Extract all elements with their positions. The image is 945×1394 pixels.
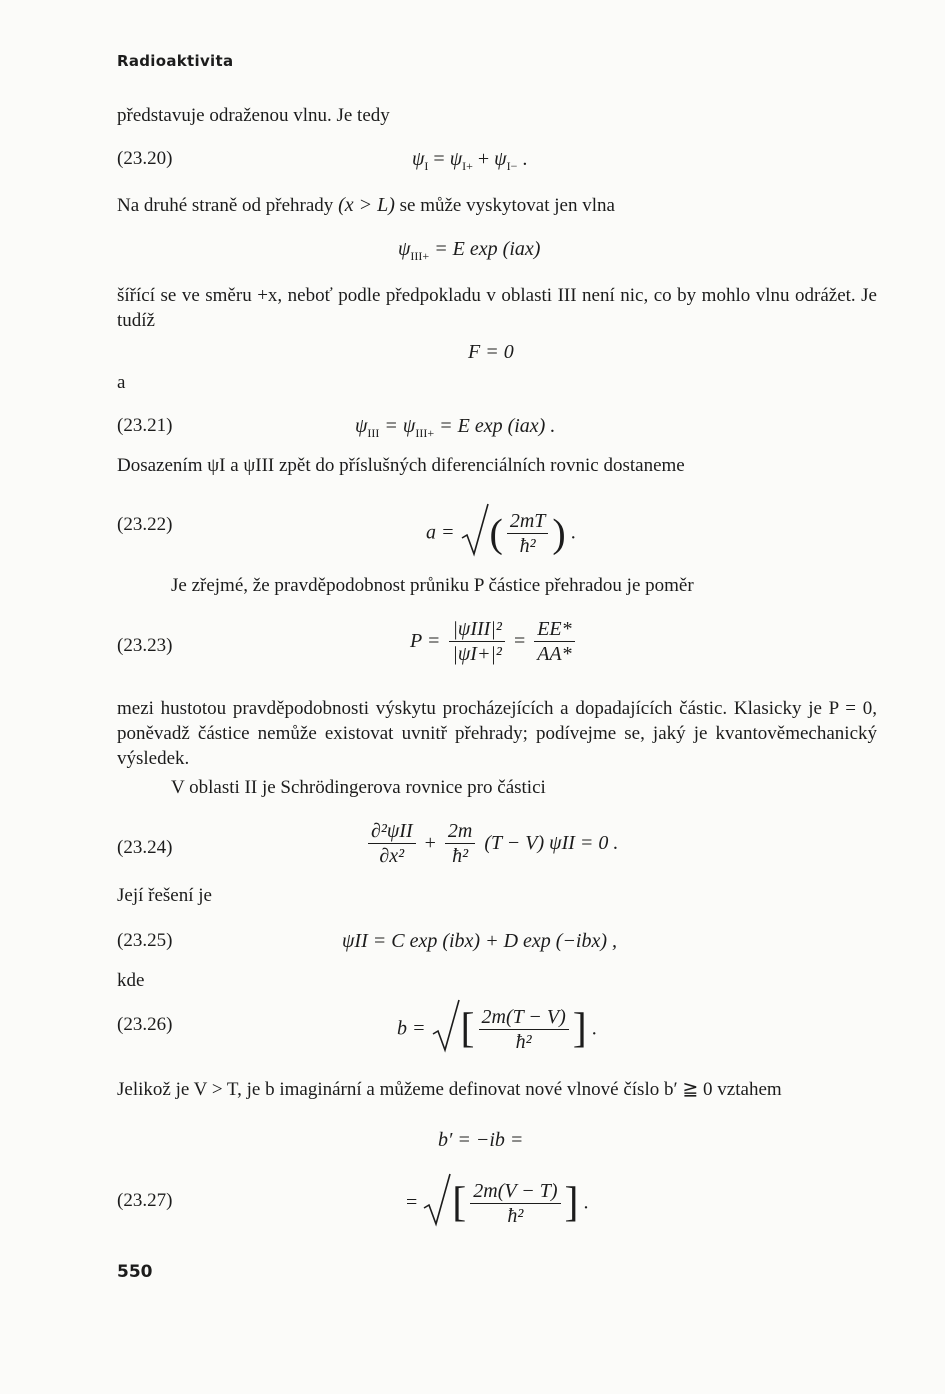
paragraph-1: představuje odraženou vlnu. Je tedy	[117, 105, 390, 126]
equation-23-24: $\frac{\text{∂²ψII}}{\text{∂x²}}$ + $\frac{2m}{\text{ħ²}}$ (T − V) ψII = 0 .	[364, 820, 618, 867]
paragraph-10: kde	[117, 970, 145, 991]
square-root-icon	[431, 998, 461, 1060]
equation-label-23-24: (23.24)	[117, 837, 173, 858]
paragraph-3: šířící se ve směru +x, neboť podle předpokladu v oblasti III není nic, co by mohlo vlnu odrážet. Je tudíž	[117, 285, 877, 331]
paragraph-6: Je zřejmé, že pravděpodobnost průniku P částice přehradou je poměr	[171, 575, 694, 596]
equation-label-23-22: (23.22)	[117, 514, 173, 535]
equation-b-prime: b′ = −ib =	[438, 1129, 524, 1151]
equation-23-20: $\psi_I = \psi_{I+} + \psi_{I-}$ .	[412, 148, 528, 173]
equation-23-27: = [ $\frac{2m(V - T)}{\text{ħ²}}$ ] .	[406, 1172, 589, 1234]
paragraph-4: a	[117, 372, 126, 393]
equation-label-23-27: (23.27)	[117, 1190, 173, 1211]
equation-label-23-25: (23.25)	[117, 930, 173, 951]
equation-label-23-20: (23.20)	[117, 148, 173, 169]
paragraph-5: Dosazením ψI a ψIII zpět do příslušných diferenciálních rovnic dostaneme	[117, 455, 685, 476]
equation-label-23-26: (23.26)	[117, 1014, 173, 1035]
square-root-icon	[422, 1172, 452, 1234]
equation-23-22: a = ( $\frac{2mT}{\text{ħ²}}$ ) .	[426, 502, 576, 564]
equation-23-23: P = $\frac{\text{|ψIII|²}}{\text{|ψI+|²}}$ = $\frac{EE*}{AA*}$	[410, 618, 579, 665]
equation-psi-iii-plus: $\psi_{III+} = E$ exp (iax)	[398, 238, 541, 263]
equation-f-zero: F = 0	[468, 341, 514, 363]
equation-23-26: b = [ $\frac{2m(T - V)}{\text{ħ²}}$ ] .	[397, 998, 597, 1060]
paragraph-2: Na druhé straně od přehrady (x > L) se může vyskytovat jen vlna	[117, 194, 615, 216]
paragraph-9: Její řešení je	[117, 885, 212, 906]
equation-23-21: $\psi_{III} = \psi_{III+} = E$ exp (iax) .	[355, 415, 556, 440]
paragraph-7: mezi hustotou pravděpodobnosti výskytu procházejících a dopadajících částic. Klasicky je P = 0, poněvadž částice nemůže existovat uvnitř přehrady; podívejme se, jaký je kvantověmechanický výsledek.	[117, 698, 877, 769]
equation-label-23-21: (23.21)	[117, 415, 173, 436]
square-root-icon	[460, 502, 490, 564]
page-number: 550	[117, 1262, 153, 1282]
paragraph-11: Jelikož je V > T, je b imaginární a můžeme definovat nové vlnové číslo b′ ≧ 0 vztahem	[117, 1079, 782, 1100]
paragraph-8: V oblasti II je Schrödingerova rovnice pro částici	[171, 777, 546, 798]
equation-label-23-23: (23.23)	[117, 635, 173, 656]
equation-23-25: ψII = C exp (ibx) + D exp (−ibx) ,	[342, 930, 618, 952]
running-header: Radioaktivita	[117, 52, 234, 70]
